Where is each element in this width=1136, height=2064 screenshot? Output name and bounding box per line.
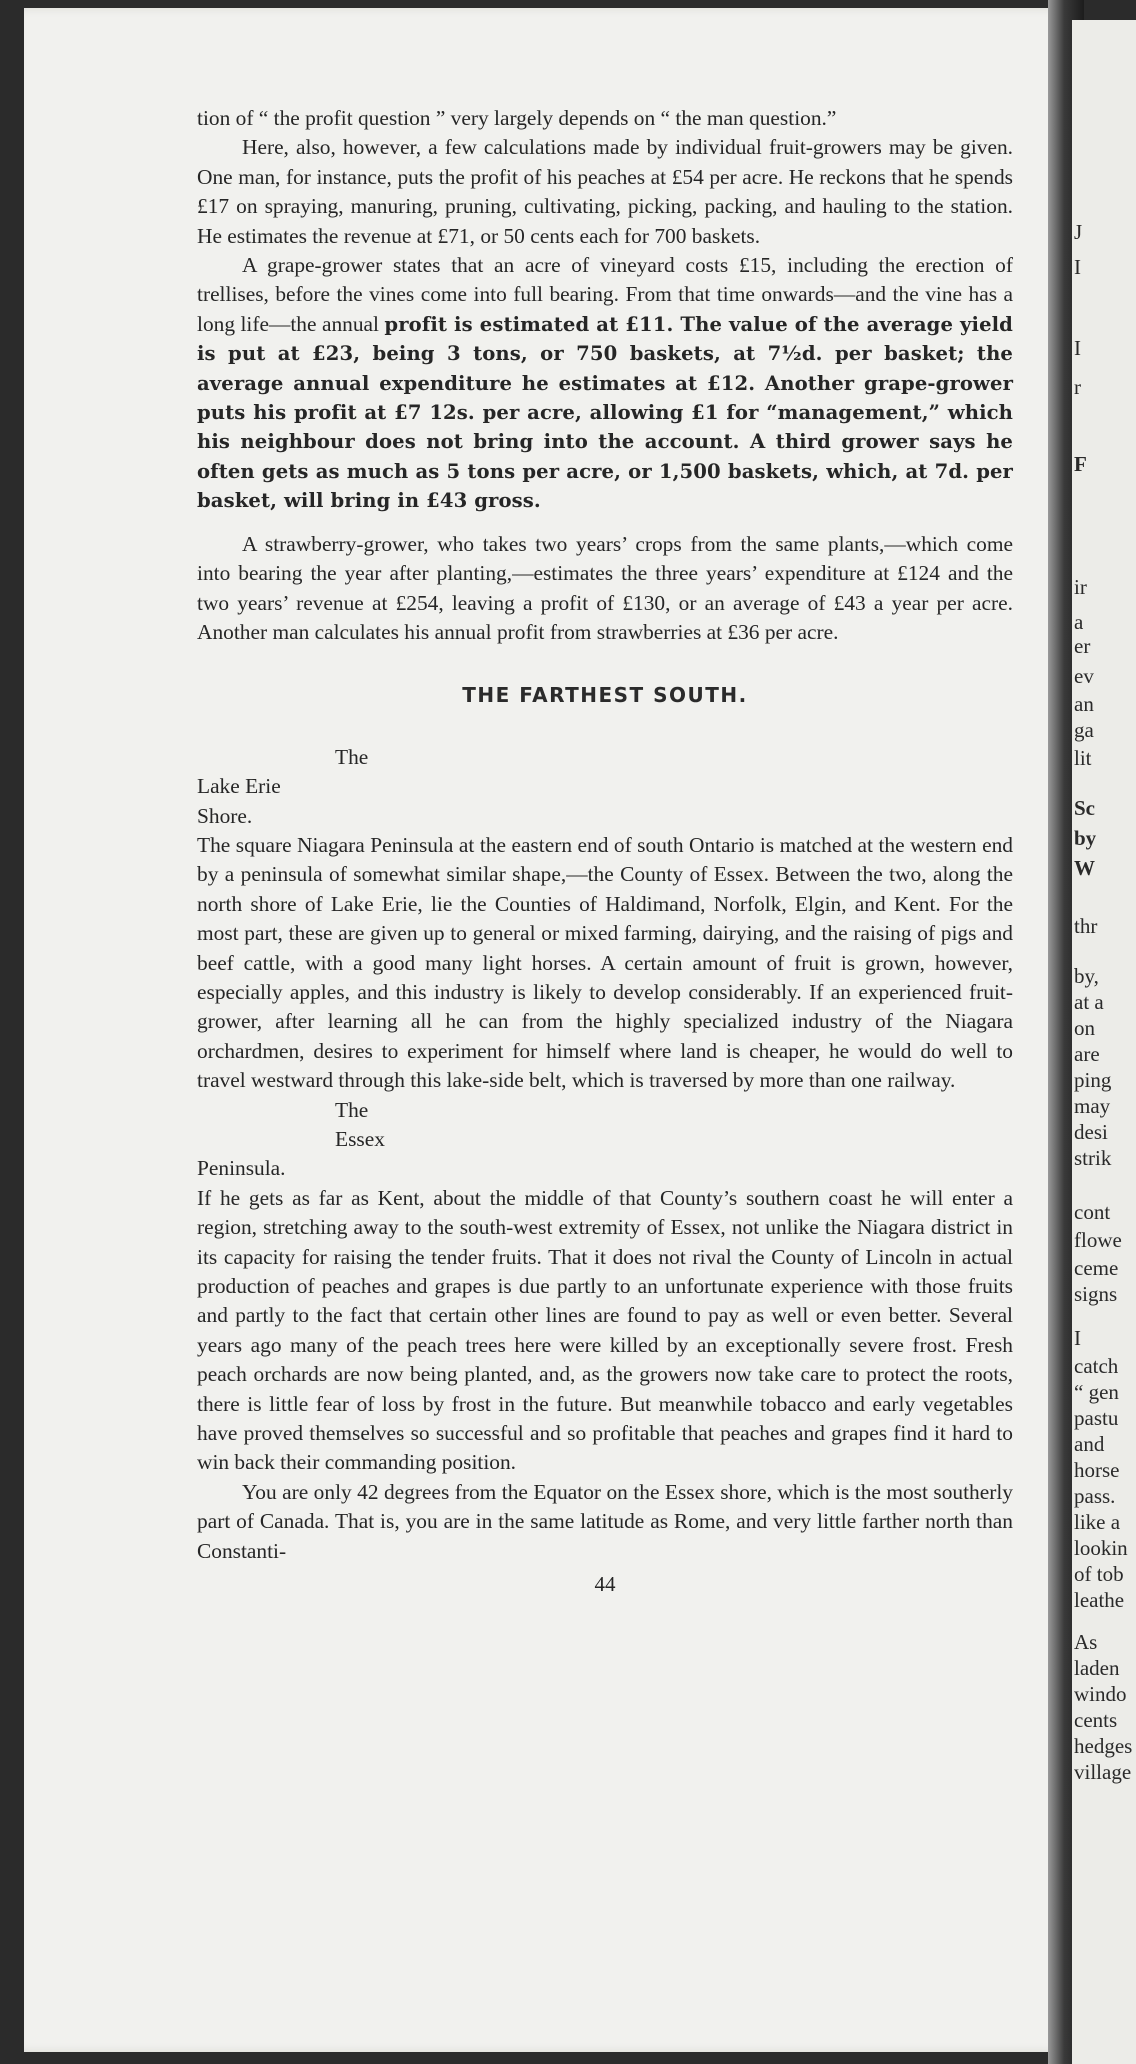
facing-page-fragment: pastu (1074, 1406, 1119, 1430)
facing-page-fragment: of tob (1074, 1562, 1124, 1586)
facing-page-fragment: village (1074, 1760, 1132, 1784)
sidenote-line: Lake Erie (197, 774, 281, 799)
paragraph-4: A strawberry-grower, who takes two years’ crops from the same plants,—which come into bearing the year after planting,—estimates the three years’ expenditure at £124 and the two years’ revenue at £254, leaving a profit of £130, or an average of £43 a year per acre. Another man calculates his annual profit from strawberries at £36 per acre. (197, 531, 1013, 644)
sidenote-line: The (335, 1097, 369, 1122)
facing-page-fragment: ceme (1074, 1256, 1119, 1280)
facing-page-fragment: by (1074, 826, 1097, 850)
paragraph-3 (197, 251, 1013, 516)
page-body (197, 104, 1013, 1600)
facing-page-fragment: ga (1074, 718, 1094, 742)
facing-page-fragment: strik (1074, 1146, 1112, 1170)
facing-page-fragment: windo (1074, 1682, 1127, 1706)
facing-page-fragment: r (1074, 375, 1081, 399)
facing-page-fragment: cont (1074, 1200, 1111, 1224)
facing-page-fragment: As (1074, 1630, 1098, 1654)
facing-page-fragment: hedges (1074, 1734, 1133, 1758)
sidenote-line: Essex (335, 1127, 385, 1151)
facing-page-fragment: cents (1074, 1708, 1118, 1732)
section-heading: THE FARTHEST SOUTH. (462, 683, 748, 708)
facing-page-fragment: F (1074, 452, 1087, 476)
facing-page-fragment: flowe (1074, 1228, 1122, 1252)
facing-page-fragment: an (1074, 692, 1094, 716)
facing-page-fragment: J (1074, 220, 1083, 244)
facing-page-fragment: ping (1074, 1068, 1112, 1092)
facing-page-fragment: I (1074, 336, 1081, 360)
facing-page-fragment: “ gen (1074, 1380, 1119, 1404)
facing-page-fragment: and (1074, 1432, 1105, 1456)
sidenote-line: Peninsula. (197, 1156, 286, 1181)
paragraph-2: Here, also, however, a few calculations made by individual fruit-growers may be given. One man, for instance, puts the profit of his peaches at £54 per acre. He reckons that he spends £17 on spraying, manuring, pruning, cultivating, picking, packing, and hauling to the station. He estimates the revenue at £71, or 50 cents each for 700 baskets. (197, 135, 1013, 248)
facing-page-fragment: ir (1074, 575, 1087, 599)
facing-page-fragment: may (1074, 1094, 1111, 1118)
facing-page-fragment: I (1074, 1326, 1081, 1350)
sidenote-line: Shore. (197, 803, 253, 828)
facing-page-fragment: desi (1074, 1120, 1108, 1144)
paragraph-1: tion of “ the profit question ” very largely depends on “ the man question.” (197, 106, 837, 130)
facing-page-fragment: Sc (1074, 796, 1095, 820)
facing-page-fragment: catch (1074, 1354, 1119, 1378)
facing-page-fragment: ev (1074, 664, 1094, 688)
paragraph-7: You are only 42 degrees from the Equator on the Essex shore, which is the most southerly part of Canada. That is, you are in the same latitude as Rome, and very little farther north than Constanti- (197, 1479, 1013, 1563)
facing-page-fragment: er (1074, 634, 1091, 658)
paragraph-6-text: If he gets as far as Kent, about the middle of that County’s southern coast he will enter a region, stretching away to the south-west extremity of Essex, not unlike the Niagara district in its capacity for raising the tender fruits. That it does not rival the County of Lincoln in actual production of peaches and grapes is due partly to an unfortunate experience with those fruits and partly to the fact that certain other lines are found to pay as well or even better. Several years ago many of the peach trees here were killed by an exceptionally severe frost. Fresh peach orchards are now being planted, and, as the growers now take care to protect the roots, there is little fear of loss by frost in the future. But meanwhile tobacco and early vegetables have proved themselves so successful and so profitable that peaches and grapes find it hard to win back their commanding position. (197, 1185, 1013, 1475)
facing-page-fragment: thr (1074, 914, 1098, 938)
facing-page-fragment: pass. (1074, 1484, 1116, 1508)
paragraph-5-text: The square Niagara Peninsula at the eastern end of south Ontario is matched at the western end by a peninsula of somewhat similar shape,—the County of Essex. Between the two, along the north shore of Lake Erie, lie the Counties of Haldimand, Norfolk, Elgin, and Kent. For the most part, these are given up to general or mixed farming, dairying, and the raising of pigs and beef cattle, with a good many light horses. A certain amount of fruit is grown, however, especially apples, and this industry is likely to develop considerably. If an experienced fruit-grower, after learning all he can from the highly specialized industry of the Niagara orchardmen, desires to experiment for himself where land is cheaper, he would do well to travel westward through this lake-side belt, which is traversed by more than one railway. (197, 832, 1013, 1093)
facing-page-fragment: like a (1074, 1510, 1121, 1534)
sidenote-line: The (335, 744, 369, 769)
paragraph-3-plain: A grape-grower states that an acre of vineyard costs £15, including the erection of trellises, before the vines come into full bearing. From that time onwards—and the vine has a long life—the annual (197, 253, 1013, 336)
facing-page-fragment: I (1074, 255, 1081, 279)
facing-page-fragment: W (1074, 856, 1095, 880)
facing-page-fragment: by, (1074, 964, 1099, 988)
facing-page-fragment: leathe (1074, 1588, 1125, 1612)
page-number: 44 (594, 1572, 616, 1597)
facing-page-fragment: on (1074, 1016, 1095, 1040)
facing-page-fragment: signs (1074, 1282, 1118, 1306)
facing-page-fragment: lookin (1074, 1536, 1128, 1560)
facing-page-fragment: a (1074, 610, 1084, 634)
facing-page-fragment: lit (1074, 746, 1092, 770)
facing-page-fragment: are (1074, 1042, 1100, 1066)
facing-page-fragment: laden (1074, 1656, 1120, 1680)
facing-page-fragment: horse (1074, 1458, 1120, 1482)
facing-page-fragment: at a (1074, 990, 1104, 1014)
paragraph-3-bold: profit is estimated at £11. The value of the average yield is put at £23, being 3 tons, or 750 baskets, at 7½d. per basket; the average annual expenditure he estimates at £12. Another grape-grower puts his profit at £7 12s. per acre, allowing £1 for “management,” which his neighbour does not bring into the account. A third grower says he often gets as much as 5 tons per acre, or 1,500 baskets, which, at 7d. per basket, will bring in £43 gross. (197, 312, 1013, 513)
facing-page-edge (1072, 20, 1136, 2064)
